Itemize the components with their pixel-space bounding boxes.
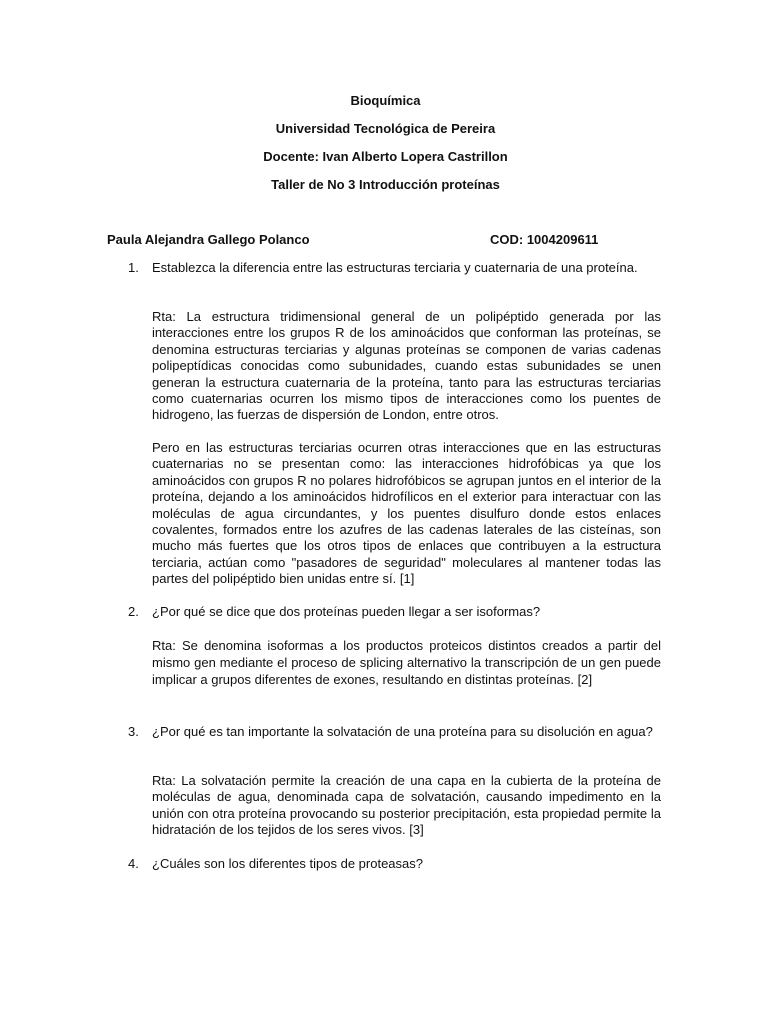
- answer-paragraph: Rta: La solvatación permite la creación de una capa en la cubierta de la proteína de moléculas de agua, denominada capa de solvatación, causando impedimento en la unión con otra proteína provocando su posterior precipitación, esta propiedad permite la hidratación de los tejidos de los seres vivos. [3]: [152, 773, 661, 838]
- question-number: 3.: [128, 724, 139, 739]
- teacher-name: Docente: Ivan Alberto Lopera Castrillon: [263, 149, 508, 164]
- university-name: Universidad Tecnológica de Pereira: [275, 121, 496, 136]
- answer-paragraph: Rta: La estructura tridimensional general de un polipéptido generada por las interacciones entre los grupos R de los aminoácidos que conforman las proteínas, se denomina estructuras terciarias y algunas proteínas se componen de varias cadenas polipeptídicas conocidas como subunidades, cuando estas subunidades se unen generan la estructura cuaternaria de la proteína, tanto para las estructuras terciarias como cuaternarias ocurren los mismo tipos de interacciones como los puentes de hidrogeno, las fuerzas de dispersión de London, entre otros.: [152, 309, 661, 423]
- question-number: 1.: [128, 260, 139, 275]
- student-code: COD: 1004209611: [490, 232, 599, 247]
- question-text: Establezca la diferencia entre las estructuras terciaria y cuaternaria de una proteína.: [152, 260, 638, 275]
- question-text: ¿Por qué es tan importante la solvatación de una proteína para su disolución en agua?: [152, 724, 653, 739]
- student-name: Paula Alejandra Gallego Polanco: [107, 232, 310, 247]
- question-number: 4.: [128, 856, 139, 871]
- answer-paragraph: Rta: Se denomina isoformas a los productos proteicos distintos creados a partir del mismo gen mediante el proceso de splicing alternativo la transcripción de un gen puede implicar a grupos diferentes de exones, resultando en distintas proteínas. [2]: [152, 638, 661, 688]
- question-number: 2.: [128, 604, 139, 619]
- question-text: ¿Por qué se dice que dos proteínas pueden llegar a ser isoformas?: [152, 604, 541, 619]
- workshop-title: Taller de No 3 Introducción proteínas: [271, 177, 500, 192]
- question-text: ¿Cuáles son los diferentes tipos de proteasas?: [152, 856, 423, 871]
- answer-paragraph: Pero en las estructuras terciarias ocurren otras interacciones que en las estructuras cuaternarias no se presentan como: las interacciones hidrofóbicas ya que los aminoácidos con grupos R no polares hidrofóbicos se agrupan juntos en el interior de la proteína, dejando a los aminoácidos hidrofílicos en el exterior para interactuar con las moléculas de agua circundantes, y los puentes disulfuro donde estos enlaces covalentes, formados entre los azufres de las cadenas laterales de las cisteínas, son mucho más fuertes que los otros tipos de enlaces que contribuyen a la estructura terciaria, actúan como "pasadores de seguridad" moleculares al mantener todas las partes del polipéptido bien unidas entre sí. [1]: [152, 440, 661, 587]
- document-subject: Bioquímica: [350, 93, 421, 108]
